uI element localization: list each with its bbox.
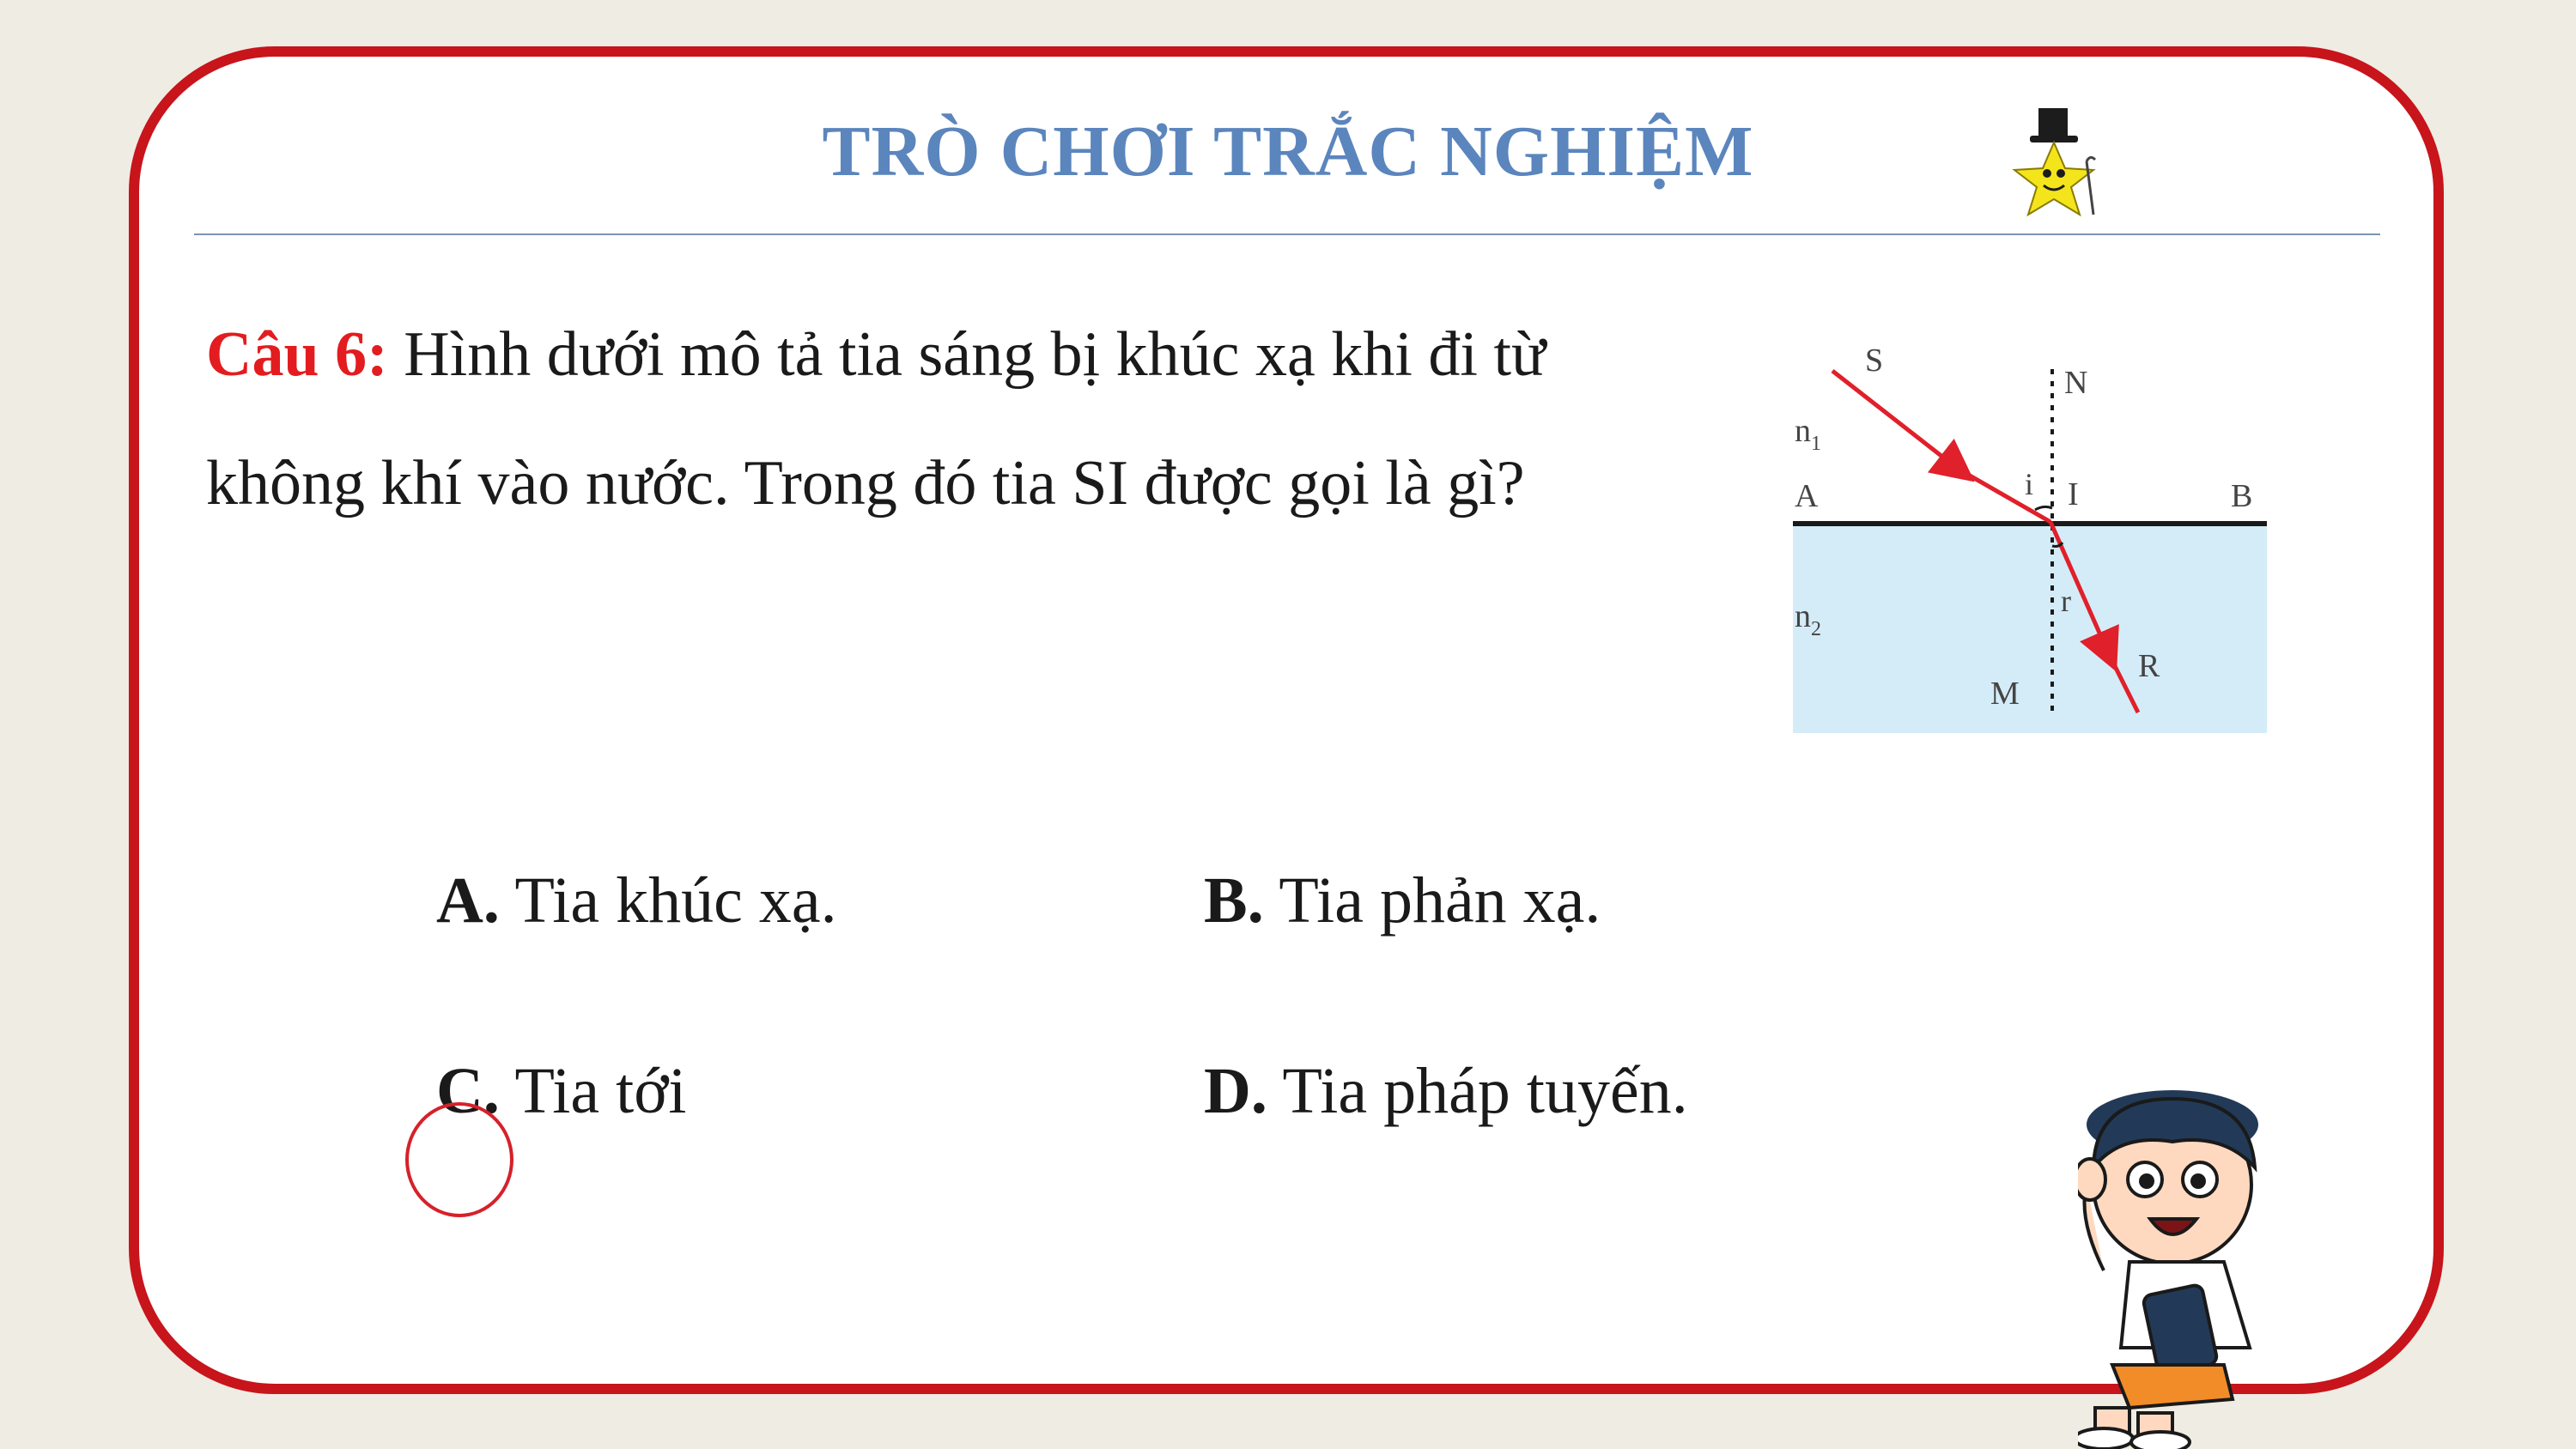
question-body: Hình dưới mô tả tia sáng bị khúc xạ khi đi từ không khí vào nước. Trong đó tia SI được gọi là gì? xyxy=(206,319,1546,518)
label-n1: $n_1$ xyxy=(1795,413,1821,455)
slide-title: TRÒ CHƠI TRẮC NGHIỆM xyxy=(822,112,1754,191)
angle-i-arc xyxy=(2035,506,2052,510)
label-N: N xyxy=(2064,365,2088,401)
answer-a-text: Tia khúc xạ. xyxy=(514,864,837,937)
answer-d[interactable] xyxy=(1204,1054,1688,1129)
label-n2: $n_2$ xyxy=(1795,598,1821,640)
water-region xyxy=(1793,524,2267,733)
answer-selection-circle xyxy=(405,1102,513,1217)
boy-mascot-icon xyxy=(2078,1090,2310,1449)
question-label: Câu 6: xyxy=(206,319,388,390)
label-B: B xyxy=(2231,478,2253,514)
label-R: R xyxy=(2138,648,2160,684)
title-divider xyxy=(194,233,2380,235)
answer-a[interactable] xyxy=(436,864,837,938)
answer-b-text: Tia phản xạ. xyxy=(1279,864,1601,937)
answer-c-text: Tia tới xyxy=(514,1055,687,1127)
incident-ray xyxy=(1832,371,1958,469)
answer-a-letter: A. xyxy=(436,864,500,937)
answer-d-text: Tia pháp tuyến. xyxy=(1282,1055,1688,1127)
label-r: r xyxy=(2061,584,2071,618)
answer-b-letter: B. xyxy=(1204,864,1264,937)
incident-ray-tail xyxy=(1958,469,2050,522)
answer-d-letter: D. xyxy=(1204,1055,1267,1127)
label-i: i xyxy=(2025,467,2034,501)
refraction-diagram xyxy=(1777,326,2293,747)
question-text xyxy=(206,290,1700,548)
answer-c-letter: C. xyxy=(436,1055,500,1127)
star-mascot-icon xyxy=(2001,101,2112,221)
label-A: A xyxy=(1795,478,1819,514)
answer-b[interactable] xyxy=(1204,864,1601,938)
label-S: S xyxy=(1865,343,1884,379)
label-M: M xyxy=(1990,676,2020,712)
label-I: I xyxy=(2068,476,2079,512)
